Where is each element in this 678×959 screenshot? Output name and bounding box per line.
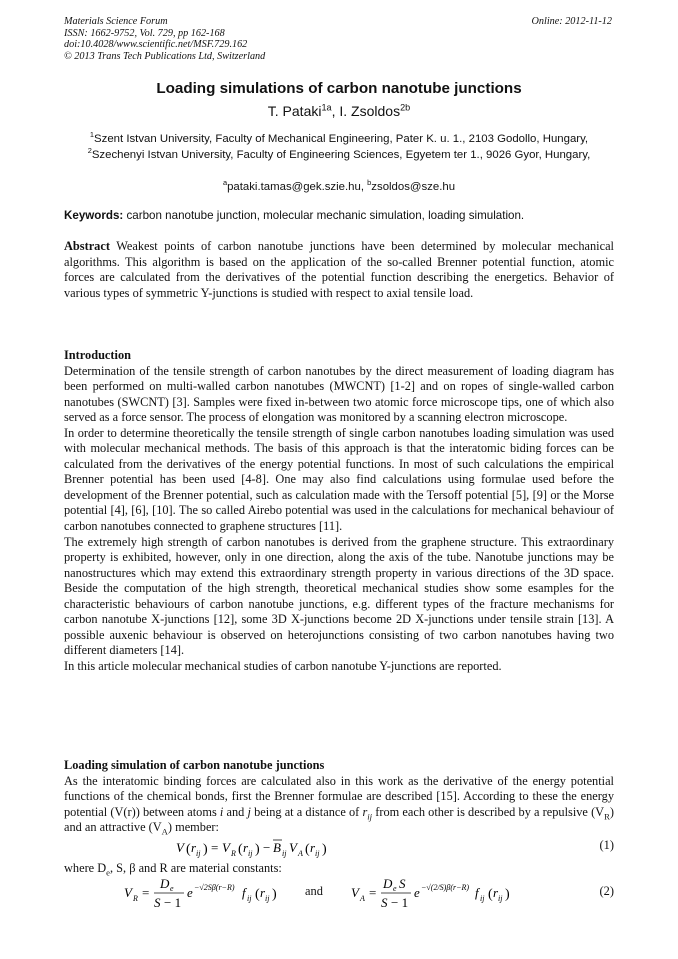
sub-e: e [106,867,110,878]
affiliation-1-text: Szent Istvan University, Faculty of Mechanical Engineering, Pater K. u. 1., 2103 Godollo, Hungary, [94,133,589,145]
online-date: Online: 2012-11-12 [531,16,612,27]
author-1-sup: 1a [321,102,332,113]
svg-text:f: f [475,885,479,900]
affiliation-2-sup: 2 [87,145,92,155]
loading-text-e: ) member: [167,820,219,835]
intro-paragraph-2: In order to determine theoretically the tensile strength of single carbon nanotubes loading simulation was used with molecular mechanical methods. The basis of this approach is that the interatomic biding forces can be calculated from the derivatives of the energy potential functions. In most of such calculations the empirical Brenner potential has been used [4-8]. One may also find calculations using formulae used before the development of the Brenner potential, such as calculation made with the Tersoff potential [5], [9] or the Morse potential [4], [6], [10]. The so called Airebo potential was used in the calculations for mechanical behaviour of carbon nanotubes connected to graphene structures [11]. [64,425,614,534]
intro-paragraph-4: In this article molecular mechanical studies of carbon nanotube Y-junctions are reported. [64,658,502,673]
svg-text:−: − [263,840,271,855]
affiliations [60,132,618,163]
journal-header [64,16,265,62]
svg-text:−√(2/S)β(r−R): −√(2/S)β(r−R) [421,883,470,892]
abstract-text: Weakest points of carbon nanotube junctions have been determined by molecular mechanical algorithms. This algorithm is based on the application of the so-called Brenner potential function, atomic forces are calculated from the derivatives of the potential function describing the energetics. Behavior of various types of symmetric Y-junctions is studied with respect to axial tensile load. [64,239,614,300]
svg-text:S: S [154,895,161,910]
loading-text-b: being at a distance of [250,804,363,819]
email-separator: , [360,181,368,193]
equation-2-and: and [305,884,323,898]
svg-text:): ) [272,887,277,902]
svg-text:r: r [493,885,499,900]
constants-text-b: , S, β and R are material constants: [110,861,282,875]
svg-text:ij: ij [248,849,253,858]
equation-2a-svg [124,877,324,911]
svg-text:ij: ij [480,894,485,903]
author-2: I. Zsoldos [339,103,401,119]
doi: doi:10.4028/www.scientific.net/MSF.729.162 [64,39,248,51]
keywords [64,209,614,222]
var-i: i [219,804,224,819]
email-1[interactable]: pataki.tamas@gek.szie.hu [227,181,361,193]
svg-text:): ) [505,887,510,902]
sub-R: R [604,811,610,822]
email-2-sup: b [367,178,372,188]
svg-text:−√2Sβ(r−R): −√2Sβ(r−R) [194,883,235,892]
loading-heading: Loading simulation of carbon nanotube junctions [64,758,325,772]
abstract-label: Abstract [64,239,110,253]
affiliation-2-text: Szechenyi Istvan University, Faculty of Engineering Sciences, Egyetem ter 1., 9026 Gyor, Hungary, [91,148,591,161]
issn: ISSN: 1662-9752, Vol. 729, pp 162-168 [64,27,225,39]
copyright: © 2013 Trans Tech Publications Ltd, Switzerland [64,50,266,62]
authors [60,103,618,119]
loading-text-c: from each other is described by a repulsive (V [372,804,605,819]
svg-text:D: D [383,876,393,891]
svg-text:=: = [142,885,150,900]
svg-text:): ) [322,842,327,857]
loading-text-d: ) and an attractive (V [64,804,614,835]
svg-text:(: ( [488,887,493,902]
svg-text:ij: ij [498,894,503,903]
affiliation-2 [60,145,618,164]
svg-text:− 1: − 1 [391,895,409,910]
svg-text:B: B [273,840,281,855]
svg-text:ij: ij [282,849,287,858]
svg-text:(: ( [238,842,243,857]
var-j: j [247,804,251,819]
author-separator: , [331,103,340,119]
email-2[interactable]: zsoldos@sze.hu [371,181,456,193]
svg-text:): ) [255,842,260,857]
svg-text:r: r [191,840,197,855]
svg-text:(: ( [186,842,191,857]
equation-1-number: (1) [599,838,614,852]
affiliation-1 [60,132,618,148]
var-r: r [362,804,368,819]
svg-text:V: V [351,885,359,900]
svg-text:ij: ij [247,894,252,903]
svg-text:(: ( [305,842,310,857]
affiliation-1-sup: 1 [89,130,95,140]
introduction-heading: Introduction [64,348,131,362]
email-1-sup: a [222,178,228,188]
constants-text-a: where D [64,861,107,875]
svg-text:ij: ij [196,849,201,858]
svg-text:=: = [369,885,377,900]
svg-text:): ) [203,842,208,857]
svg-text:V: V [176,840,184,855]
loading-text-a: As the interatomic binding forces are calculated also in this work as the derivative of the energy potential functions of the chemical bonds, first the Brenner formulae are described [15]. According to these the energy potential (V(r)) between atoms [64,773,614,819]
svg-text:A: A [360,894,365,903]
svg-text:V: V [289,840,297,855]
constants-line [64,861,614,877]
keywords-text: carbon nanotube junction, molecular mechanic simulation, loading simulation. [123,209,525,222]
svg-text:ij: ij [315,849,320,858]
svg-text:e: e [393,884,397,893]
equation-1-formula [176,838,396,862]
svg-text:V: V [124,885,132,900]
svg-text:ij: ij [265,894,270,903]
journal-name: Materials Science Forum [64,16,168,27]
svg-text:=: = [211,840,219,855]
svg-text:e: e [414,885,420,900]
svg-text:f: f [242,885,246,900]
abstract [64,239,614,301]
author-1: T. Pataki [267,103,322,119]
introduction-section [64,348,614,674]
svg-text:(: ( [255,887,260,902]
svg-text:r: r [310,840,316,855]
sub-A: A [161,826,168,837]
svg-text:A: A [298,849,303,858]
equation-2b-svg [351,877,551,911]
svg-text:R: R [133,894,138,903]
equation-1-svg [176,838,396,858]
loading-text-and: and [223,804,248,819]
svg-text:r: r [260,885,266,900]
loading-paragraph-1 [64,774,614,836]
loading-section [64,758,614,836]
intro-paragraph-3: The extremely high strength of carbon nanotubes is derived from the graphene structure. This extraordinary property is exhibited, however, only in one direction, along the axis of the tube. Nanotube junctions may be nanostructures which may extend this extraordinary strength property in various directions of the 3D space. Beside the computation of the high strength, theoretical mechanical studies show some esamples for the characteristic behaviours of carbon nanotube junctions, e.g. different types of the fracture mechanisms for carbon nanotube X-junctions [12], some 3D X-junctions become 2D X-junctions under tensile strain [13]. A possible auxenic behaviour is observed on heterojunctions consisting of two carbon nanotubes having two different diameters [14]. [64,534,614,658]
author-2-sup: 2b [400,102,411,113]
svg-text:S: S [381,895,388,910]
paper-title: Loading simulations of carbon nanotube junctions [156,80,522,97]
svg-text:D: D [160,876,170,891]
intro-paragraph-1: Determination of the tensile strength of carbon nanotubes by the direct measurement of loading diagram has been performed on multi-walled carbon nanotubes (MWCNT) [1-2] and on ropes of single-walled carbon nanotubes (SWCNT) [3]. Samples were fixed in-between two atomic force microscope tips, one of which also served as a force sensor. The process of elongation was monitored by a scanning electron microscope. [64,363,614,425]
svg-text:R: R [231,849,236,858]
svg-text:r: r [243,840,249,855]
svg-text:e: e [187,885,193,900]
svg-text:S: S [399,876,406,891]
svg-text:− 1: − 1 [164,895,182,910]
svg-text:e: e [170,884,174,893]
equation-2-number: (2) [599,884,614,898]
var-ij: ij [367,811,373,822]
svg-text:V: V [222,840,230,855]
keywords-label: Keywords: [64,209,124,222]
emails [60,178,618,193]
